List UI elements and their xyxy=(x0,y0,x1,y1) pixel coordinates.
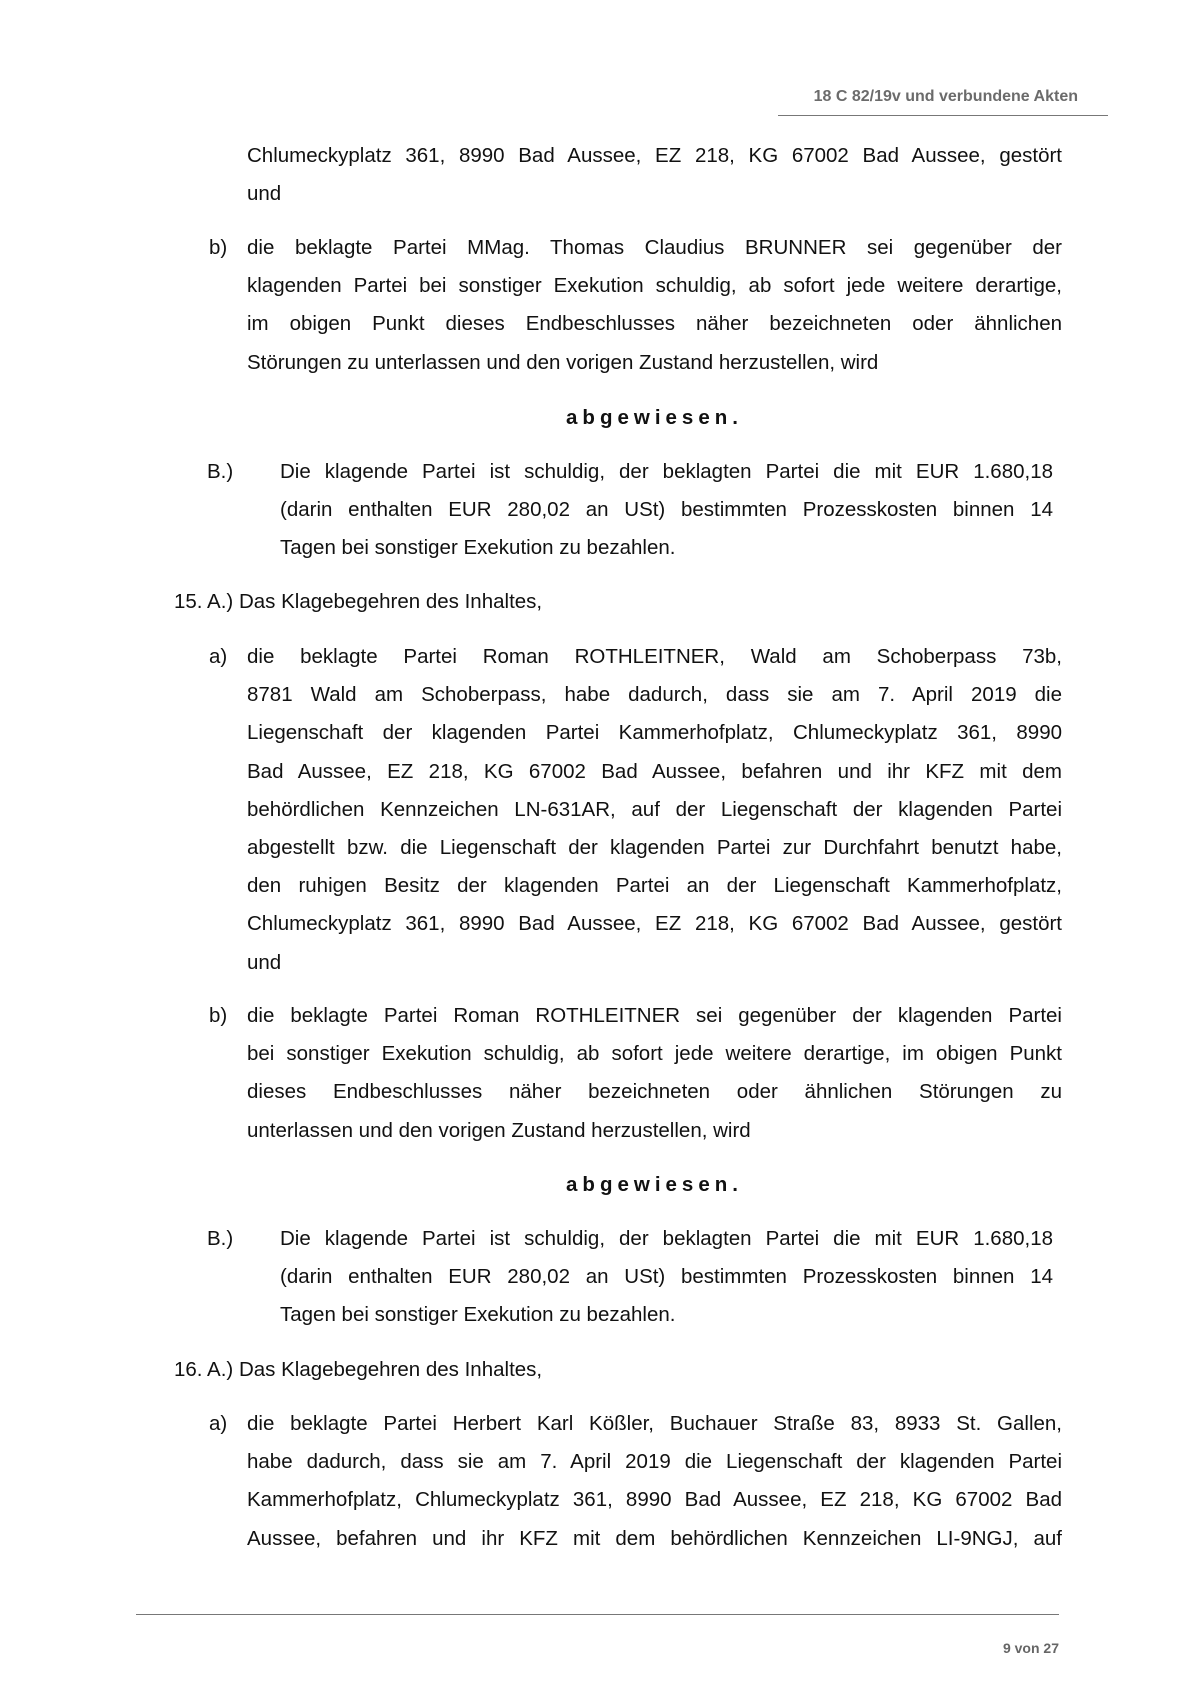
text-line: Chlumeckyplatz 361, 8990 Bad Aussee, EZ 218, KG 67002 Bad Aussee, gestört xyxy=(247,912,1062,936)
text-line: habe dadurch, dass sie am 7. April 2019 die Liegenschaft der klagenden Partei xyxy=(247,1450,1062,1474)
decision-dismissed: abgewiesen. xyxy=(566,406,743,429)
text-line: Kammerhofplatz, Chlumeckyplatz 361, 8990 Bad Aussee, EZ 218, KG 67002 Bad xyxy=(247,1488,1062,1512)
text-line: und xyxy=(247,182,282,206)
paragraph-16a xyxy=(247,1405,1062,1558)
text-line: und xyxy=(247,950,282,974)
paragraph-15b xyxy=(247,997,1062,1150)
item-label: B.) xyxy=(207,460,234,483)
text-line: Tagen bei sonstiger Exekution zu bezahlen. xyxy=(280,536,676,560)
footer-divider xyxy=(136,1614,1059,1615)
text-line: behördlichen Kennzeichen LN-631AR, auf der Liegenschaft der klagenden Partei xyxy=(247,797,1062,821)
text-line: im obigen Punkt dieses Endbeschlusses näher bezeichneten oder ähnlichen xyxy=(247,312,1062,336)
item-label: B.) xyxy=(207,1227,234,1250)
paragraph-14b xyxy=(247,229,1062,382)
decision-dismissed: abgewiesen. xyxy=(566,1173,743,1196)
text-line: die beklagte Partei Roman ROTHLEITNER sei gegenüber der klagenden Partei xyxy=(247,1004,1062,1027)
text-line: Aussee, befahren und ihr KFZ mit dem behördlichen Kennzeichen LI-9NGJ, auf xyxy=(247,1526,1062,1550)
text-line: Chlumeckyplatz 361, 8990 Bad Aussee, EZ 218, KG 67002 Bad Aussee, gestört xyxy=(247,144,1062,167)
text-line: die beklagte Partei MMag. Thomas Claudius BRUNNER sei gegenüber der xyxy=(247,236,1062,259)
text-line: die beklagte Partei Roman ROTHLEITNER, Wald am Schoberpass 73b, xyxy=(247,645,1062,668)
text-line: (darin enthalten EUR 280,02 an USt) bestimmten Prozesskosten binnen 14 xyxy=(280,498,1053,522)
text-line: Die klagende Partei ist schuldig, der beklagten Partei die mit EUR 1.680,18 xyxy=(280,460,1053,483)
paragraph-15a xyxy=(247,638,1062,982)
text-line: die beklagte Partei Herbert Karl Kößler, Buchauer Straße 83, 8933 St. Gallen, xyxy=(247,1412,1062,1435)
paragraph-15-costs xyxy=(280,1220,1053,1335)
item-label: a) xyxy=(209,645,228,668)
text-line: bei sonstiger Exekution schuldig, ab sofort jede weitere derartige, im obigen Punkt xyxy=(247,1042,1062,1066)
paragraph-14-costs xyxy=(280,453,1053,568)
text-line: abgestellt bzw. die Liegenschaft der klagenden Partei zur Durchfahrt benutzt habe, xyxy=(247,836,1062,860)
text-line: den ruhigen Besitz der klagenden Partei an der Liegenschaft Kammerhofplatz, xyxy=(247,874,1062,898)
text-line: Bad Aussee, EZ 218, KG 67002 Bad Aussee, befahren und ihr KFZ mit dem xyxy=(247,759,1062,783)
section-15-heading: 15. A.) Das Klagebegehren des Inhaltes, xyxy=(174,590,543,613)
text-line: dieses Endbeschlusses näher bezeichneten oder ähnlichen Störungen zu xyxy=(247,1080,1062,1104)
text-line: Tagen bei sonstiger Exekution zu bezahlen. xyxy=(280,1303,676,1327)
page-number: 9 von 27 xyxy=(1002,1640,1059,1656)
item-label: a) xyxy=(209,1412,228,1435)
item-label: b) xyxy=(209,1004,228,1027)
text-line: Die klagende Partei ist schuldig, der beklagten Partei die mit EUR 1.680,18 xyxy=(280,1227,1053,1250)
section-16-heading: 16. A.) Das Klagebegehren des Inhaltes, xyxy=(174,1358,543,1381)
text-line: Liegenschaft der klagenden Partei Kammerhofplatz, Chlumeckyplatz 361, 8990 xyxy=(247,721,1062,745)
text-line: 8781 Wald am Schoberpass, habe dadurch, dass sie am 7. April 2019 die xyxy=(247,683,1062,707)
paragraph-continuation xyxy=(247,137,1062,213)
header-case-reference: 18 C 82/19v und verbundene Akten xyxy=(813,88,1078,105)
text-line: (darin enthalten EUR 280,02 an USt) bestimmten Prozesskosten binnen 14 xyxy=(280,1265,1053,1289)
item-label: b) xyxy=(209,236,228,259)
text-line: unterlassen und den vorigen Zustand herzustellen, wird xyxy=(247,1118,751,1142)
text-line: Störungen zu unterlassen und den vorigen Zustand herzustellen, wird xyxy=(247,350,879,374)
header-divider xyxy=(778,115,1108,116)
text-line: klagenden Partei bei sonstiger Exekution schuldig, ab sofort jede weitere derartige, xyxy=(247,274,1062,298)
